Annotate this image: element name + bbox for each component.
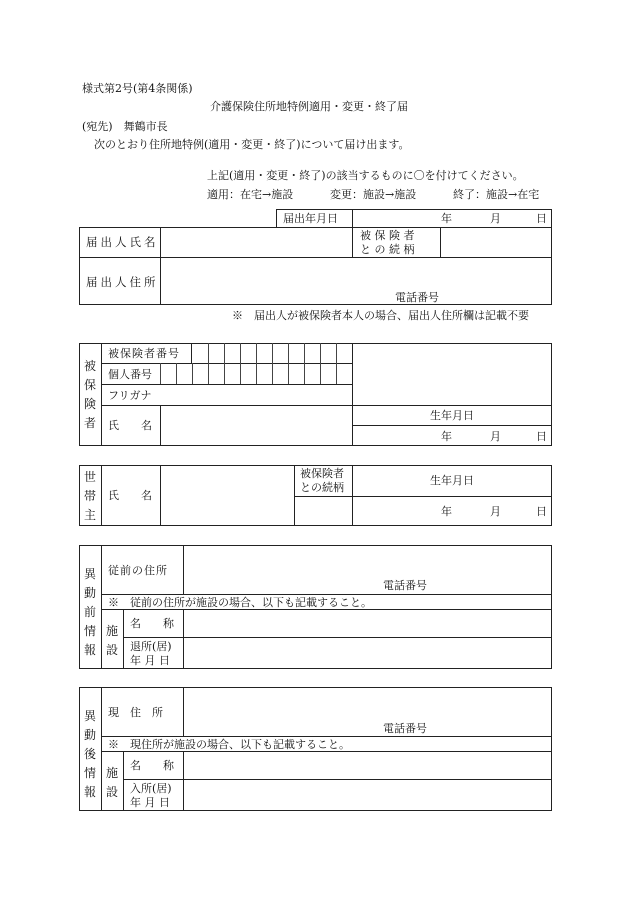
insured-name-label: 氏 名 xyxy=(108,419,152,432)
householder-side-label: 世帯主 xyxy=(83,470,96,522)
applicant-address-label: 届出人住所 xyxy=(86,275,159,289)
addressee: (宛先) 舞鶴市長 xyxy=(82,120,168,133)
householder-birth-month: 月 xyxy=(490,505,501,518)
intro-text: 次のとおり住所地特例(適用・変更・終了)について届け出ます。 xyxy=(94,138,410,151)
householder-relation-label-2: との続柄 xyxy=(300,481,344,494)
insured-name-field[interactable] xyxy=(161,406,352,446)
applicant-address-field[interactable] xyxy=(161,258,551,304)
after-address-field[interactable] xyxy=(184,688,551,736)
insured-personal-number-field[interactable] xyxy=(161,364,352,384)
insured-birth-year: 年 xyxy=(441,430,452,443)
before-date-label-2: 年 月 日 xyxy=(130,654,170,667)
after-phone-label: 電話番号 xyxy=(383,722,427,735)
householder-relation-field[interactable] xyxy=(295,497,352,525)
applicant-name-label: 届出人氏名 xyxy=(86,235,159,249)
legend-end: 終了：施設→在宅 xyxy=(453,188,540,201)
after-change-side-label: 異動後情報 xyxy=(83,709,96,799)
instruction-text: 上記(適用・変更・終了)の該当するものに〇を付けてください。 xyxy=(207,169,524,182)
after-note: ※ 現住所が施設の場合、以下も記載すること。 xyxy=(108,738,350,751)
insured-birth-field[interactable] xyxy=(353,426,551,445)
legend-apply: 適用：在宅→施設 xyxy=(207,188,294,201)
before-address-field[interactable] xyxy=(184,546,551,594)
applicant-relation-label-1: 被 保 険 者 xyxy=(360,229,415,242)
insured-number-field[interactable] xyxy=(192,344,352,363)
insured-birth-day: 日 xyxy=(536,430,547,443)
after-date-field[interactable] xyxy=(184,780,551,810)
householder-name-field[interactable] xyxy=(161,466,294,525)
before-date-label-1: 退所(居) xyxy=(130,640,172,653)
insured-birth-label: 生年月日 xyxy=(430,409,474,422)
before-facility-label: 施設 xyxy=(105,624,118,657)
legend-change: 変更：施設→施設 xyxy=(330,188,417,201)
householder-birth-day: 日 xyxy=(536,505,547,518)
insured-furigana-field[interactable] xyxy=(161,385,352,405)
before-change-side-label: 異動前情報 xyxy=(83,567,96,657)
before-note: ※ 従前の住所が施設の場合、以下も記載すること。 xyxy=(108,596,372,609)
after-facility-label: 施設 xyxy=(105,766,118,799)
applicant-name-field[interactable] xyxy=(161,228,351,256)
insured-furigana-label: フリガナ xyxy=(108,389,152,402)
after-date-label-1: 入所(居) xyxy=(130,782,172,795)
after-address-label: 現 住 所 xyxy=(108,706,163,719)
before-facility-name-field[interactable] xyxy=(184,610,551,637)
applicant-date-day: 日 xyxy=(536,212,547,225)
applicant-date-month: 月 xyxy=(490,212,501,225)
before-date-field[interactable] xyxy=(184,638,551,668)
applicant-date-label: 届出年月日 xyxy=(283,212,338,225)
insured-side-label: 被保険者 xyxy=(83,359,96,430)
applicant-date-year: 年 xyxy=(441,212,452,225)
applicant-phone-label: 電話番号 xyxy=(395,291,439,304)
householder-relation-label-1: 被保険者 xyxy=(300,467,344,480)
applicant-relation-field[interactable] xyxy=(441,228,551,256)
before-phone-label: 電話番号 xyxy=(383,579,427,592)
householder-name-label: 氏 名 xyxy=(108,489,152,502)
householder-birth-field[interactable] xyxy=(353,497,551,525)
insured-number-label: 被保険者番号 xyxy=(108,347,180,360)
insured-birth-month: 月 xyxy=(490,430,501,443)
before-address-label: 従前の住所 xyxy=(108,564,168,577)
applicant-date-field[interactable] xyxy=(353,210,551,227)
before-facility-name-label: 名 称 xyxy=(130,617,174,630)
form-title: 介護保険住所地特例適用・変更・終了届 xyxy=(210,100,408,113)
applicant-note: ※ 届出人が被保険者本人の場合、届出人住所欄は記載不要 xyxy=(232,309,529,322)
applicant-relation-label-2: と の 続 柄 xyxy=(360,243,415,256)
after-facility-name-label: 名 称 xyxy=(130,759,174,772)
after-facility-name-field[interactable] xyxy=(184,752,551,779)
insured-personal-number-label: 個人番号 xyxy=(108,368,152,381)
householder-birth-label: 生年月日 xyxy=(430,474,474,487)
householder-birth-year: 年 xyxy=(441,505,452,518)
after-date-label-2: 年 月 日 xyxy=(130,796,170,809)
form-number: 様式第2号(第4条関係) xyxy=(82,82,193,95)
